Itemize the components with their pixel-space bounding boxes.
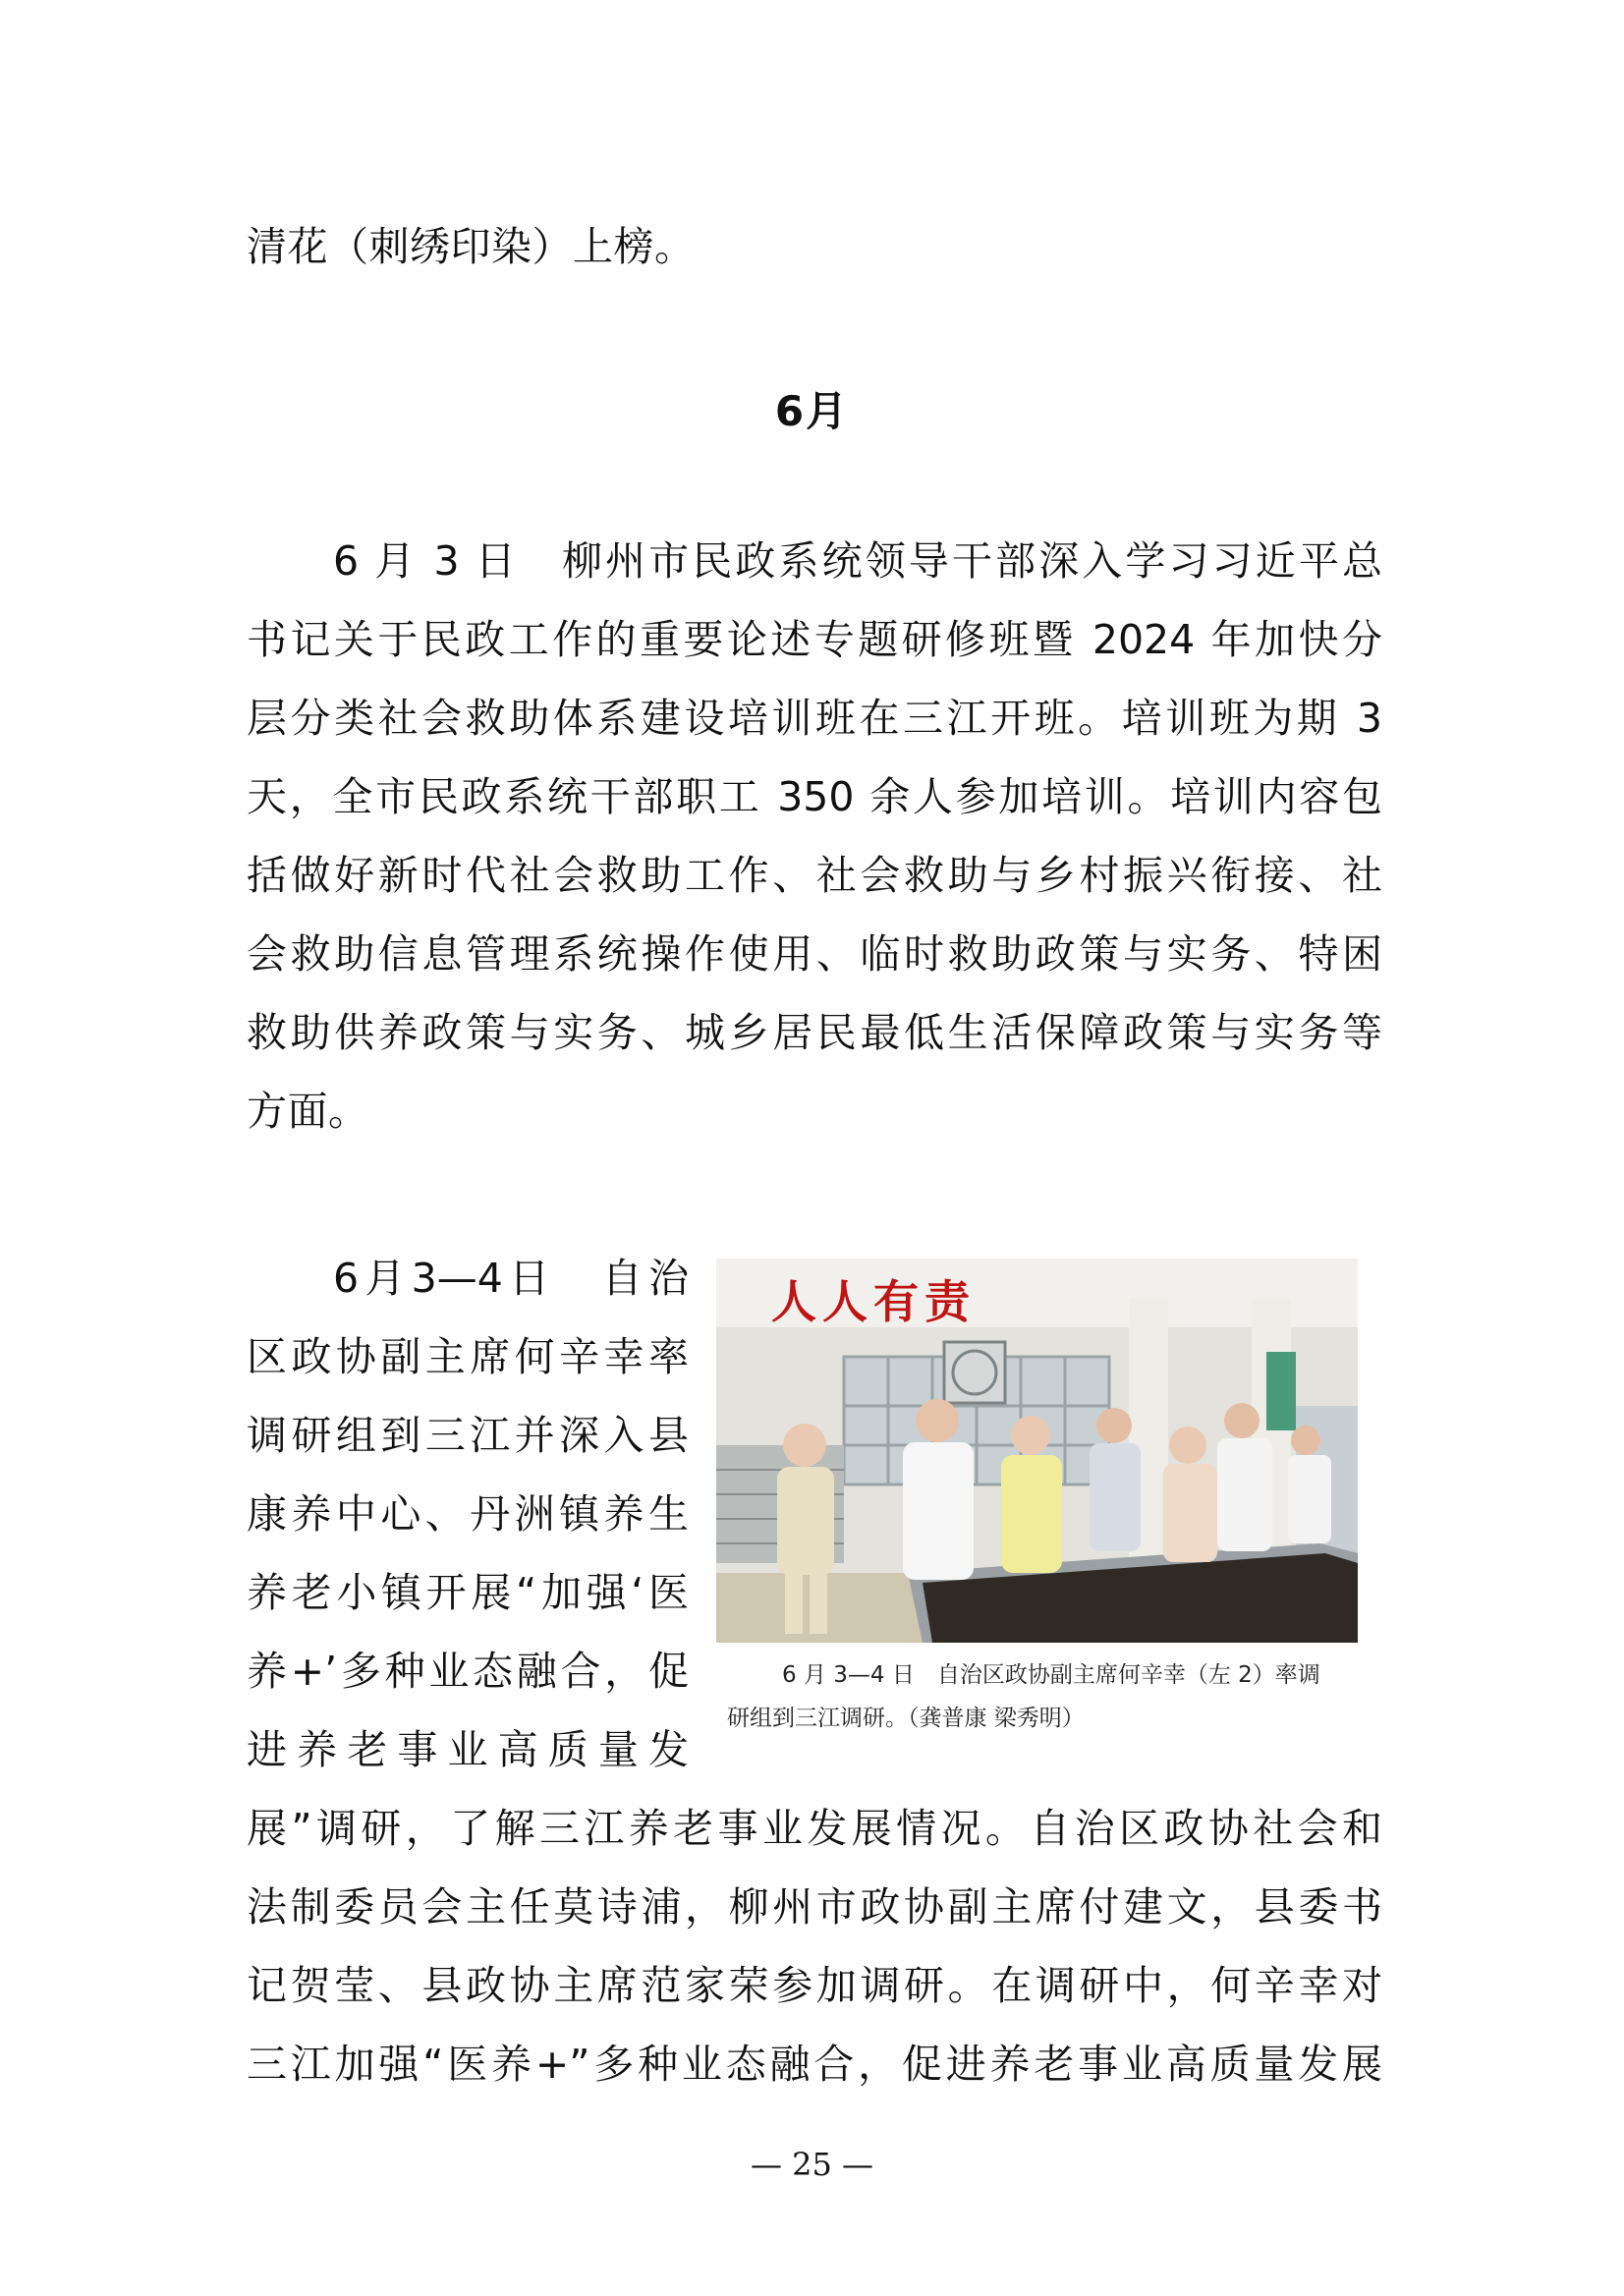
paragraph-line: 层分类社会救助体系建设培训班在三江开班。培训班为期 3 <box>247 695 1382 742</box>
paragraph-line: 救助供养政策与实务、城乡居民最低生活保障政策与实务等 <box>247 1009 1382 1056</box>
paragraph-line: 法制委员会主任莫诗浦，柳州市政协副主席付建文，县委书 <box>247 1883 1382 1931</box>
carryover-line: 清花（刺绣印染）上榜。 <box>247 223 696 270</box>
paragraph-line: 记贺莹、县政协主席范家荣参加调研。在调研中，何辛幸对 <box>247 1962 1382 2009</box>
paragraph-line: 进养老事业高质量发 <box>247 1726 689 1773</box>
paragraph-line: 会救助信息管理系统操作使用、临时救助政策与实务、特困 <box>247 930 1382 978</box>
paragraph-line: 书记关于民政工作的重要论述专题研修班暨 2024 年加快分 <box>247 616 1382 663</box>
paragraph-line: 养+’多种业态融合，促 <box>247 1648 689 1695</box>
paragraph-line: 6月3—4日 自治 <box>333 1255 689 1302</box>
paragraph-line: 括做好新时代社会救助工作、社会救助与乡村振兴衔接、社 <box>247 852 1382 899</box>
paragraph-line: 展”调研，了解三江养老事业发展情况。自治区政协社会和 <box>247 1805 1382 1852</box>
photo-caption-line: 研组到三江调研。（龚普康 梁秀明） <box>727 1706 1085 1731</box>
photo-banner-text: 人人有责 <box>771 1275 976 1328</box>
month-heading: 6月 <box>774 387 850 435</box>
paragraph-line: 调研组到三江并深入县 <box>247 1412 689 1459</box>
paragraph-line: 6 月 3 日 柳州市民政系统领导干部深入学习习近平总 <box>333 537 1382 585</box>
page-number: — 25 — <box>750 2146 874 2183</box>
paragraph-line: 康养中心、丹洲镇养生 <box>247 1490 689 1538</box>
photo-caption-line: 6 月 3—4 日 自治区政协副主席何辛幸（左 2）率调 <box>782 1662 1320 1688</box>
paragraph-line: 方面。 <box>247 1088 369 1135</box>
news-photo <box>716 1259 1358 1643</box>
paragraph-line: 三江加强“医养+”多种业态融合，促进养老事业高质量发展 <box>247 2041 1382 2088</box>
paragraph-line: 区政协副主席何辛幸率 <box>247 1333 689 1380</box>
paragraph-line: 养老小镇开展“加强‘医 <box>247 1569 689 1616</box>
paragraph-line: 天，全市民政系统干部职工 350 余人参加培训。培训内容包 <box>247 773 1382 820</box>
